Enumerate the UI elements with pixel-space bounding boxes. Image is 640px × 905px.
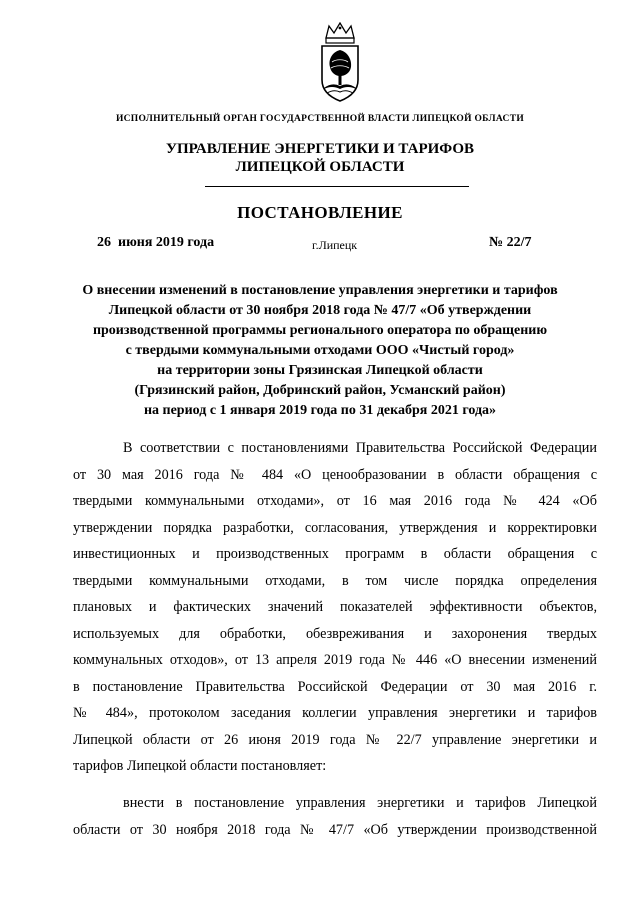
document-type-heading: ПОСТАНОВЛЕНИЕ: [237, 203, 403, 222]
document-title: [40, 281, 600, 421]
title-line: производственной программы регионального оператора по обращению: [92, 323, 548, 338]
paragraph-line: области от 30 ноября 2018 года № 47/7 «Об утверждении производственной: [73, 821, 597, 838]
body-paragraph-preamble: [73, 435, 597, 780]
document-date: 26 июня 2019 года: [97, 235, 215, 250]
organization-name-line: ЛИПЕЦКОЙ ОБЛАСТИ: [235, 159, 405, 175]
paragraph-line: твердыми коммунальными отходами, в том числе порядка определения: [73, 572, 597, 589]
title-line: О внесении изменений в постановление управления энергетики и тарифов: [82, 283, 558, 298]
paragraph-line: инвестиционных и производственных программ в области обращения с: [73, 546, 597, 562]
header-divider: [205, 186, 469, 187]
paragraph-line: плановых и фактических значений показателей эффективности объектов,: [73, 599, 597, 615]
document-number: № 22/7: [489, 235, 532, 250]
paragraph-line: твердыми коммунальными отходами», от 16 мая 2016 года № 424 «Об: [73, 493, 597, 509]
paragraph-line: В соответствии с постановлениями Правительства Российской Федерации: [123, 440, 597, 456]
paragraph-line: внести в постановление управления энергетики и тарифов Липецкой: [123, 795, 597, 811]
title-line: на территории зоны Грязинская Липецкой области: [157, 363, 483, 378]
organization-name-line: УПРАВЛЕНИЕ ЭНЕРГЕТИКИ И ТАРИФОВ: [165, 141, 475, 157]
title-line: Липецкой области от 30 ноября 2018 года № 47/7 «Об утверждении: [108, 303, 532, 318]
title-line: (Грязинский район, Добринский район, Усманский район): [134, 383, 506, 398]
paragraph-line: Липецкой области от 26 июня 2019 года № 22/7 управление энергетики и: [73, 731, 597, 748]
title-line: с твердыми коммунальными отходами ООО «Чистый город»: [125, 343, 515, 358]
paragraph-line: используемых для обработки, обезвреживания и захоронения твердых: [73, 625, 597, 642]
paragraph-line: тарифов Липецкой области постановляет:: [73, 758, 327, 774]
organization-name: [0, 140, 640, 176]
paragraph-line: от 30 мая 2016 года № 484 «О ценообразовании в области обращения с: [73, 466, 597, 483]
paragraph-line: утверждении порядка разработки, согласования, утверждения и корректировки: [73, 519, 597, 536]
body-paragraph-resolution: [73, 790, 597, 843]
paragraph-line: коммунальных отходов», от 13 апреля 2019 года № 446 «О внесении изменений: [73, 652, 597, 668]
paragraph-line: № 484», протоколом заседания коллегии управления энергетики и тарифов: [73, 705, 597, 721]
executive-authority-header: ИСПОЛНИТЕЛЬНЫЙ ОРГАН ГОСУДАРСТВЕННОЙ ВЛАСТИ ЛИПЕЦКОЙ ОБЛАСТИ: [115, 114, 525, 124]
lipetsk-coat-of-arms-icon: [318, 22, 362, 104]
paragraph-line: в постановление Правительства Российской Федерации от 30 мая 2016 г.: [73, 678, 597, 695]
document-city: г.Липецк: [312, 238, 358, 252]
title-line: на период с 1 января 2019 года по 31 декабря 2021 года»: [143, 403, 497, 418]
